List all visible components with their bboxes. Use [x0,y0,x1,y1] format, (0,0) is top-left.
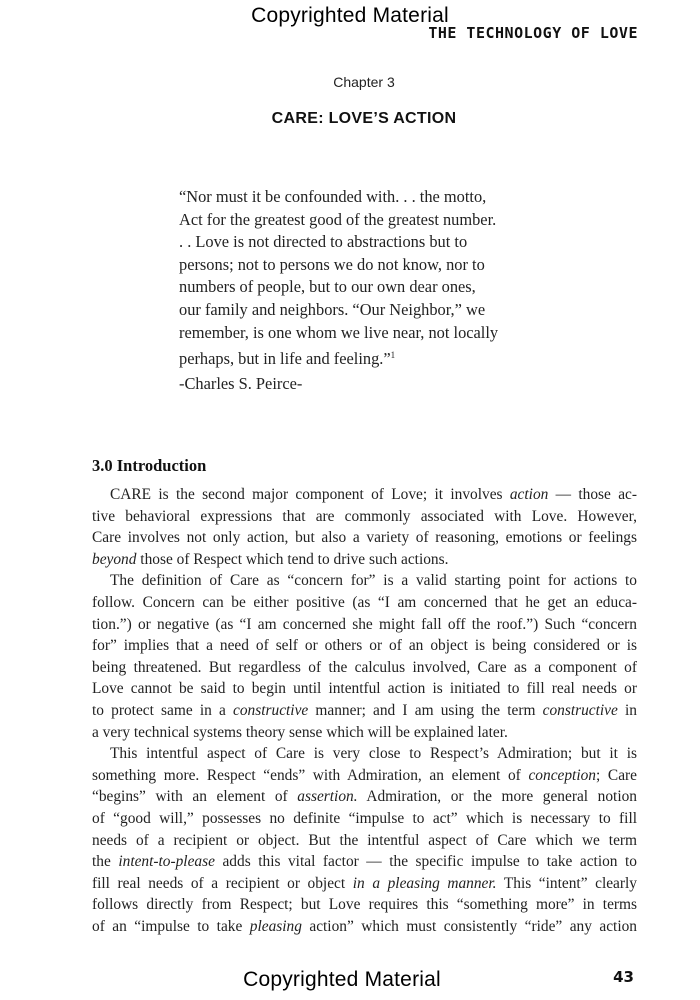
body-line: to protect same in a constructive manner; and I am using the term constructive in [92,701,637,719]
body-line: of an “impulse to take pleasing action” which must consistently “ride” any action [92,917,637,935]
epigraph-line: our family and neighbors. “Our Neighbor,” we [179,299,486,319]
body-line: follows directly from Respect; but Love requires this “something more” in terms [92,896,637,914]
body-line: “begins” with an element of assertion. Admiration, or the more general notion [92,788,637,806]
body-line: tion.”) or negative (as “I am concerned she might fall off the roof.”) Such “concern [92,615,637,633]
body-line: The definition of Care as “concern for” is a valid starting point for actions to [110,572,637,590]
body-line: for” implies that a need of self or others or of an object is being considered or is [92,637,637,655]
body-line: fill real needs of a recipient or object in a pleasing manner. This “intent” clearly [92,874,637,892]
epigraph-line: remember, is one whom we live near, not locally [179,322,499,342]
watermark-top: Copyrighted Material [251,4,449,27]
epigraph-attribution: -Charles S. Peirce- [179,373,303,393]
body-line: beyond those of Respect which tend to drive such actions. [92,550,449,568]
body-line: needs of a recipient or object. But the intentful aspect of Care which we term [92,831,637,849]
body-line: CARE is the second major component of Love; it involves action — those ac- [110,486,637,503]
running-head: THE TECHNOLOGY OF LOVE [428,24,638,42]
epigraph-line: “Nor must it be confounded with. . . the motto, [179,187,487,206]
body-line: the intent-to-please adds this vital factor — the specific impulse to take action to [92,853,637,871]
body-line: This intentful aspect of Care is very close to Respect’s Admiration; but it is [110,745,637,763]
epigraph-line: numbers of people, but to our own dear ones, [179,277,476,297]
page-number: 43 [613,968,634,986]
epigraph-last-line [179,344,559,371]
chapter-title: CARE: LOVE’S ACTION [271,110,457,127]
body-line: follow. Concern can be either positive (as “I am concerned that he get an educa- [92,593,637,611]
epigraph-line: . . Love is not directed to abstractions but to [179,232,468,252]
epigraph-line: Act for the greatest good of the greatest number. [179,209,497,229]
body-line: being threatened. But regardless of the calculus involved, Care as a component of [92,658,637,676]
footnote-marker: 1 [390,350,396,361]
body-line: tive behavioral expressions that are commonly associated with Love. However, [92,507,637,525]
body-text [92,484,637,937]
section-heading: 3.0 Introduction [92,456,207,475]
body-line: a very technical systems theory sense which will be explained later. [92,723,508,741]
body-line: Love cannot be said to begin until intentful action is initiated to fill real needs or [92,680,637,698]
watermark-bottom: Copyrighted Material [243,968,441,991]
epigraph-line: persons; not to persons we do not know, nor to [179,254,485,274]
body-line: Care involves not only action, but also a variety of reasoning, emotions or feelings [92,529,637,547]
epigraph-line-text: perhaps, but in life and feeling.” [179,349,391,369]
chapter-label: Chapter 3 [333,74,395,90]
body-line: of “good will,” possesses no definite “impulse to act” which is necessary to fill [92,809,637,827]
body-line: something more. Respect “ends” with Admiration, an element of conception; Care [92,766,637,784]
epigraph [179,186,559,395]
